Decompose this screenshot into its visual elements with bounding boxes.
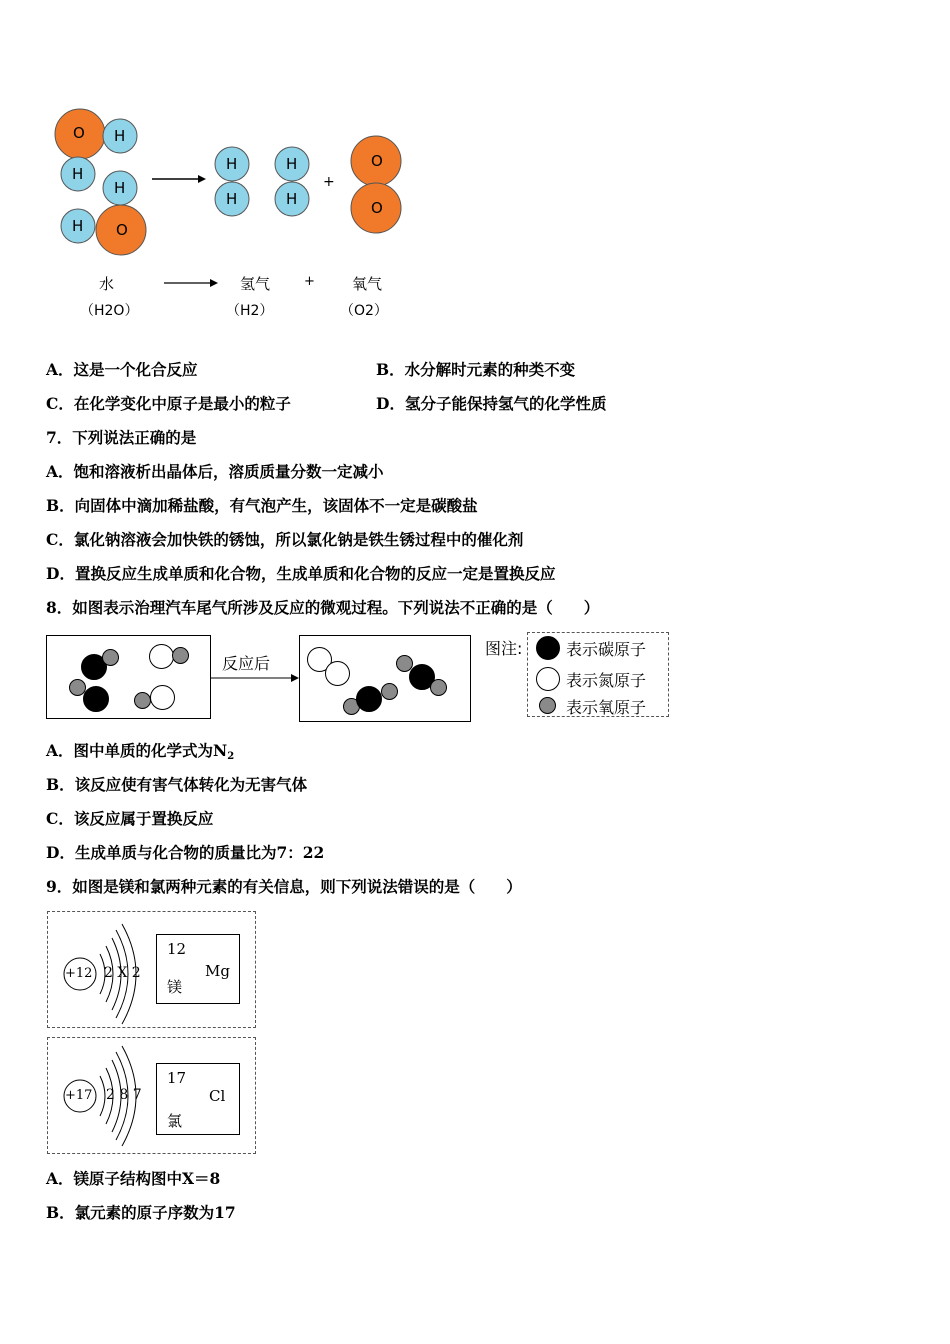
q7-option-a: A．饱和溶液析出晶体后，溶质质量分数一定减小 [46, 462, 384, 481]
atom-label-h: H [114, 179, 126, 197]
q6-option-c: C．在化学变化中原子是最小的粒子 [46, 394, 291, 413]
chlorine-symbol: Cl [209, 1087, 226, 1105]
oxygen-atom [381, 683, 398, 700]
chlorine-info-panel [47, 1037, 256, 1154]
magnesium-atomic-number: 12 [167, 940, 187, 958]
magnesium-info-panel [47, 911, 256, 1028]
chlorine-name: 氯 [167, 1112, 183, 1130]
reaction-arrow [210, 672, 302, 684]
legend-carbon-label: 表示碳原子 [566, 640, 647, 659]
q9-stem: 9．如图是镁和氯两种元素的有关信息，则下列说法错误的是（ ） [46, 877, 522, 896]
q7-option-d: D．置换反应生成单质和化合物，生成单质和化合物的反应一定是置换反应 [46, 564, 556, 583]
plus-sign: + [323, 174, 335, 190]
magnesium-name: 镁 [167, 978, 183, 996]
legend-title: 图注: [485, 639, 523, 658]
q8-option-a: A．图中单质的化学式为$N_2$ [46, 741, 235, 762]
hydrogen-formula: （H2） [226, 303, 274, 319]
atom-label-o: O [371, 199, 383, 217]
atom-label-o: O [73, 124, 85, 142]
atom-label-h: H [72, 165, 84, 183]
q8-stem: 8．如图表示治理汽车尾气所涉及反应的微观过程。下列说法不正确的是（ ） [46, 598, 600, 617]
atom-label-h: H [114, 127, 126, 145]
oxygen-atom [430, 679, 447, 696]
chlorine-electron-shells: 2 8 7 [106, 1087, 142, 1103]
carbon-atom [83, 686, 109, 712]
legend-nitrogen-atom [536, 667, 560, 691]
oxygen-label: 氧气 [352, 275, 383, 293]
oxygen-atom [172, 647, 189, 664]
q9-option-b: B．氯元素的原子序数为17 [46, 1203, 236, 1222]
magnesium-electron-shells: 2 X 2 [104, 965, 141, 981]
q7-option-b: B．向固体中滴加稀盐酸，有气泡产生，该固体不一定是碳酸盐 [46, 496, 478, 515]
nitrogen-atom [325, 661, 350, 686]
oxygen-molecule [351, 136, 401, 233]
legend-oxygen-label: 表示氧原子 [566, 698, 647, 717]
atom-label-h: H [226, 190, 238, 208]
water-decomposition-figure [40, 100, 420, 330]
q6-option-d: D．氢分子能保持氢气的化学性质 [376, 394, 607, 413]
atom-label-h: H [286, 155, 298, 173]
products-box [299, 635, 471, 722]
oxygen-formula: （O2） [340, 303, 388, 319]
water-label: 水 [99, 275, 115, 293]
chlorine-nucleus-charge: +17 [65, 1088, 93, 1103]
oxygen-atom [134, 692, 151, 709]
water-formula: （H2O） [80, 303, 139, 319]
reactants-box [46, 635, 211, 719]
plus-sign: + [304, 274, 315, 289]
legend-carbon-atom [536, 636, 560, 660]
q7-option-c: C．氯化钠溶液会加快铁的锈蚀，所以氯化钠是铁生锈过程中的催化剂 [46, 530, 524, 549]
atom-label-h: H [72, 217, 84, 235]
chlorine-atomic-number: 17 [167, 1069, 187, 1087]
nitrogen-atom [150, 685, 175, 710]
exhaust-reaction-figure [46, 630, 676, 725]
legend-box [527, 632, 669, 717]
legend-nitrogen-label: 表示氮原子 [566, 671, 647, 690]
legend-oxygen-atom [539, 697, 556, 714]
q6-option-a: A．这是一个化合反应 [46, 360, 198, 379]
chlorine-element-card [156, 1063, 240, 1135]
arrow-label: 反应后 [222, 654, 271, 673]
carbon-atom [356, 686, 382, 712]
q9-option-a: A．镁原子结构图中X＝8 [46, 1169, 221, 1188]
q6-option-b: B．水分解时元素的种类不变 [376, 360, 576, 379]
q8-option-c: C．该反应属于置换反应 [46, 809, 214, 828]
q7-stem: 7．下列说法正确的是 [46, 428, 197, 447]
atom-label-h: H [226, 155, 238, 173]
atom-label-o: O [116, 221, 128, 239]
word-equation-arrow [164, 277, 224, 289]
q8-option-b: B．该反应使有害气体转化为无害气体 [46, 775, 308, 794]
nitrogen-atom [149, 644, 174, 669]
magnesium-symbol: Mg [205, 962, 230, 980]
magnesium-element-card [156, 934, 240, 1004]
atom-label-h: H [286, 190, 298, 208]
magnesium-nucleus-charge: +12 [65, 966, 93, 981]
atom-label-o: O [371, 152, 383, 170]
q8-option-d: D．生成单质与化合物的质量比为7：22 [46, 843, 325, 862]
hydrogen-label: 氢气 [240, 275, 271, 293]
oxygen-atom [102, 649, 119, 666]
